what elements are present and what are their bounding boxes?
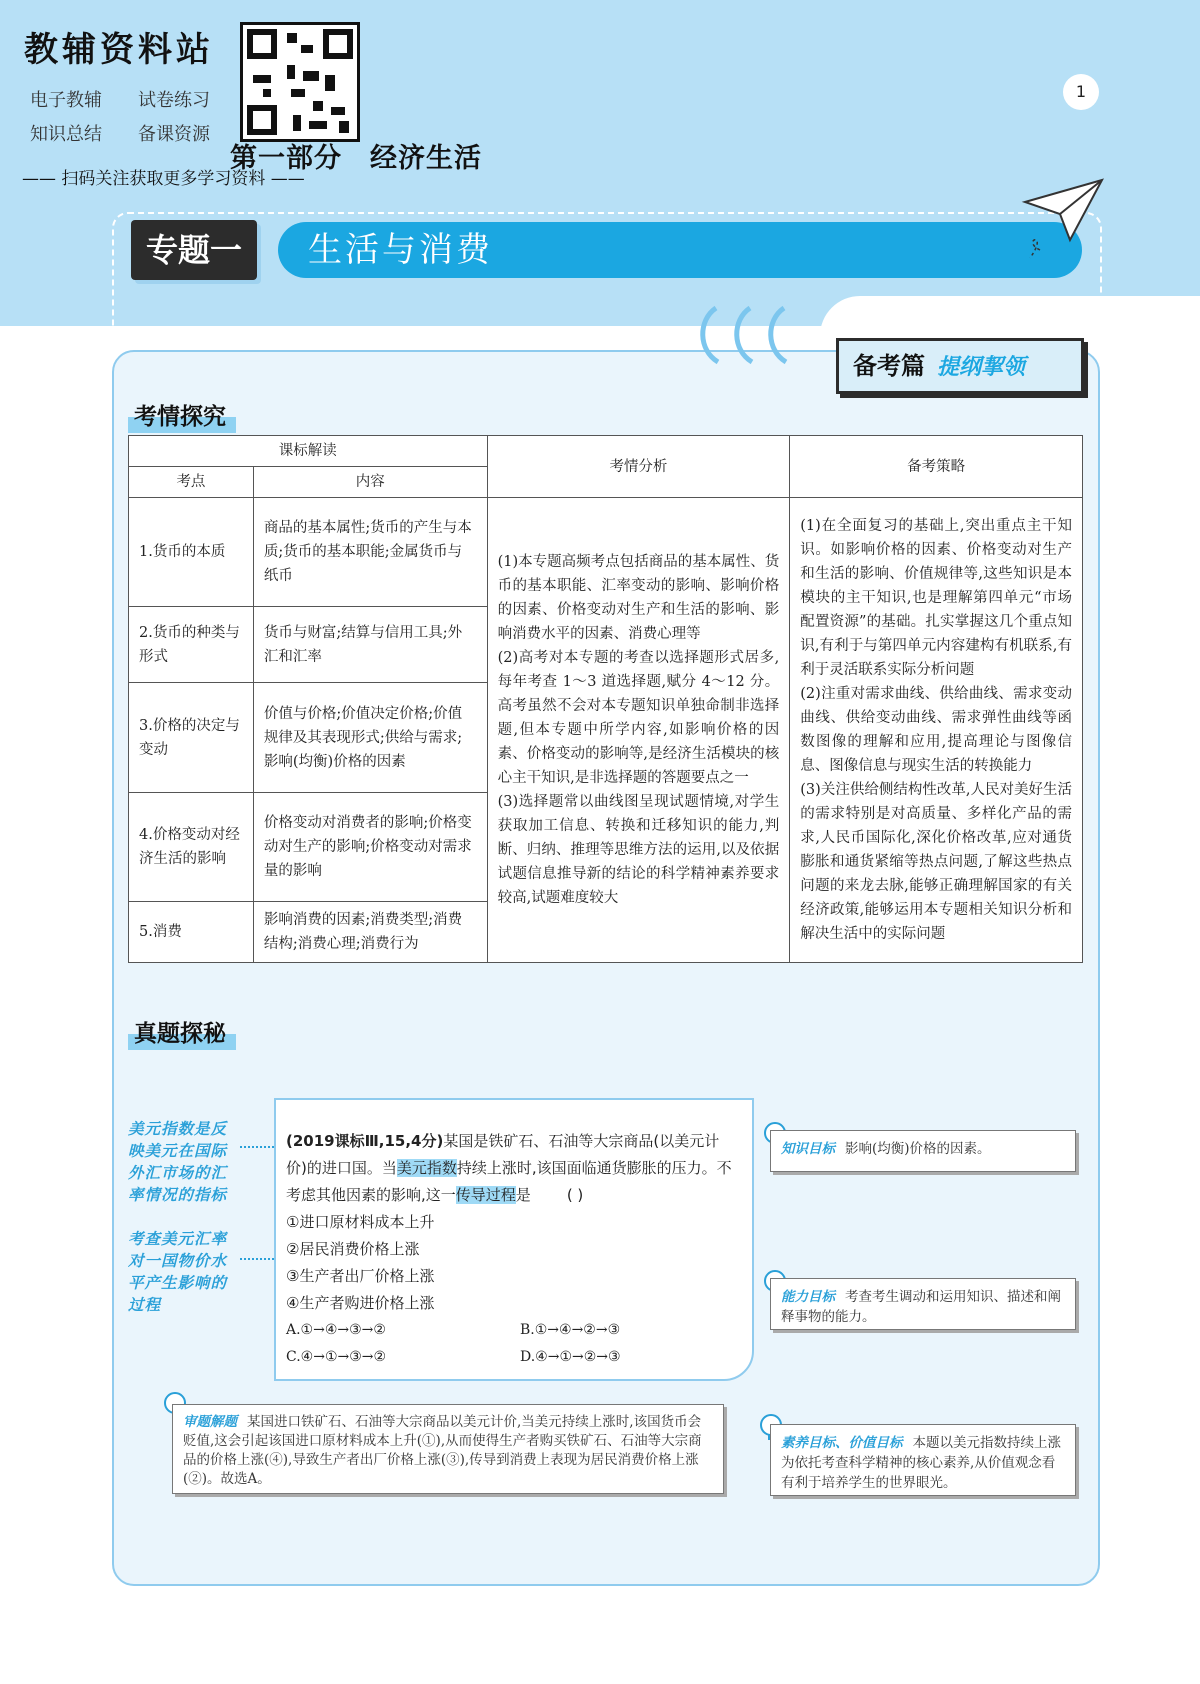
table-cell-point: 5.消费 bbox=[129, 902, 254, 963]
table-cell-content: 价格变动对消费者的影响;价格变动对生产的影响;价格变动对需求量的影响 bbox=[253, 793, 487, 902]
goal-text: 影响(均衡)价格的因素。 bbox=[845, 1141, 991, 1157]
goal-label: 素养目标、价值目标 bbox=[781, 1435, 903, 1451]
prep-tag bbox=[836, 338, 1084, 394]
header-content: 内容 bbox=[253, 467, 487, 498]
note-connector bbox=[240, 1146, 274, 1148]
exam-table bbox=[128, 435, 1083, 963]
scan-caption: —— 扫码关注获取更多学习资料 —— bbox=[22, 169, 305, 189]
binder-rings-icon bbox=[698, 300, 808, 380]
prep-script: 提纲挈领 bbox=[937, 354, 1026, 380]
stem-text: 是 bbox=[515, 1186, 531, 1204]
table-cell-content: 价值与价格;价值决定价格;价值规律及其表现形式;供给与需求;影响(均衡)价格的因素 bbox=[253, 683, 487, 793]
statement-item: ②居民消费价格上涨 bbox=[286, 1240, 420, 1258]
table-cell-content: 货币与财富;结算与信用工具;外汇和汇率 bbox=[253, 607, 487, 683]
page-number: 1 bbox=[1063, 74, 1099, 110]
answer-analysis bbox=[172, 1404, 724, 1494]
note-connector bbox=[240, 1258, 274, 1260]
answer-blank: ( ) bbox=[566, 1186, 584, 1204]
goal-literacy bbox=[770, 1424, 1076, 1496]
table-cell-point: 2.货币的种类与形式 bbox=[129, 607, 254, 683]
goal-ability bbox=[770, 1278, 1076, 1330]
side-note-dollar-index: 美元指数是反映美元在国际外汇市场的汇率情况的指标 bbox=[128, 1119, 228, 1204]
prep-label: 备考篇 bbox=[853, 352, 925, 380]
question-source: (2019课标Ⅲ,15,4分) bbox=[286, 1132, 444, 1150]
part-name: 经济生活 bbox=[370, 143, 482, 174]
question-stem bbox=[286, 1128, 740, 1209]
option-a[interactable]: A.①→④→③→② bbox=[286, 1322, 386, 1338]
brand-links bbox=[30, 86, 230, 146]
stem-text: 持续上涨时,该国面临通货膨胀的压力。不考虑其他因素的影响,这一 bbox=[286, 1159, 732, 1204]
analysis-cell: (1)本专题高频考点包括商品的基本属性、货币的基本职能、汇率变动的影响、影响价格的因素、价格变动对生产和生活的影响、影响消费水平的因素、消费心理等 (2)高考对本专题的考查以选择题形式居多,每年考查 1～3 道选择题,赋分 4～12 分。高考虽然不会对本专题知识单独命制非选择题,但本专题中所学内容,如影响价格的因素、价格变动的影响等,是经济生活模块的核心主干知识,是非选择题的答题要点之一 (3)选择题常以曲线图呈现试题情境,对学生获取加工信息、转换和迁移知识的能力,判断、归纳、推理等思维方法的运用,以及依据试题信息推导新的结论的科学精神素养要求较高,试题难度较大 bbox=[487, 498, 790, 963]
paper-plane-icon bbox=[1020, 170, 1110, 260]
analysis-text: 某国进口铁矿石、石油等大宗商品以美元计价,当美元持续上涨时,该国货币会贬值,这会引起该国进口原材料成本上升(①),从而使得生产者购买铁矿石、石油等大宗商品的价格上涨(④),导致生产者出厂价格上涨(③),传导到消费上表现为居民消费价格上涨(②)。故选A。 bbox=[183, 1414, 702, 1487]
side-note-process: 考查美元汇率对一国物价水平产生影响的过程 bbox=[128, 1229, 228, 1314]
link-lesson-resources[interactable]: 备课资源 bbox=[138, 124, 210, 145]
option-b[interactable]: B.①→④→②→③ bbox=[520, 1322, 621, 1338]
goal-knowledge bbox=[770, 1130, 1076, 1172]
table-cell-content: 商品的基本属性;货币的产生与本质;货币的基本职能;金属货币与纸币 bbox=[253, 498, 487, 607]
qr-code-icon[interactable] bbox=[240, 22, 360, 142]
part-title bbox=[230, 136, 482, 175]
link-ebook[interactable]: 电子教辅 bbox=[30, 90, 102, 111]
goal-label: 知识目标 bbox=[781, 1141, 835, 1157]
goal-text: 本题以美元指数持续上涨为依托考查科学精神的核心素养,从价值观念看有利于培养学生的世界眼光。 bbox=[781, 1435, 1061, 1491]
statement-item: ①进口原材料成本上升 bbox=[286, 1213, 435, 1231]
part-label: 第一部分 bbox=[230, 143, 342, 174]
analysis-label: 审题解题 bbox=[183, 1414, 237, 1430]
highlight-dollar-index: 美元指数 bbox=[396, 1159, 457, 1177]
header-strategy: 备考策略 bbox=[790, 436, 1083, 498]
table-cell-point: 1.货币的本质 bbox=[129, 498, 254, 607]
table-cell-point: 4.价格变动对经济生活的影响 bbox=[129, 793, 254, 902]
answer-options bbox=[286, 1317, 740, 1371]
topic-label: 专题一 bbox=[131, 220, 257, 280]
header-point: 考点 bbox=[129, 467, 254, 498]
topic-title: 生活与消费 bbox=[278, 222, 1082, 278]
goal-text: 考查考生调动和运用知识、描述和阐释事物的能力。 bbox=[781, 1289, 1061, 1325]
table-cell-content: 影响消费的因素;消费类型;消费结构;消费心理;消费行为 bbox=[253, 902, 487, 963]
statement-item: ③生产者出厂价格上涨 bbox=[286, 1267, 435, 1285]
brand-title: 教辅资料站 bbox=[24, 30, 214, 70]
goal-label: 能力目标 bbox=[781, 1289, 835, 1305]
option-d[interactable]: D.④→①→②→③ bbox=[520, 1349, 621, 1365]
header-curriculum: 课标解读 bbox=[129, 436, 488, 467]
statement-item: ④生产者购进价格上涨 bbox=[286, 1294, 435, 1312]
stem-text: 某国是铁矿石、石油等大宗商品(以美元计价)的进口国。当 bbox=[286, 1132, 720, 1177]
section-title-real: 真题探秘 bbox=[128, 1015, 236, 1050]
option-c[interactable]: C.④→①→③→② bbox=[286, 1349, 387, 1365]
strategy-cell: (1)在全面复习的基础上,突出重点主干知识。如影响价格的因素、价格变动对生产和生活的影响、价值规律等,这些知识是本模块的主干知识,也是理解第四单元“市场配置资源”的基础。扎实掌握这几个重点知识,有利于与第四单元内容建构有机联系,有利于灵活联系实际分析问题 (2)注重对需求曲线、供给曲线、需求变动曲线、供给变动曲线、需求弹性曲线等函数图像的理解和应用,提高理论与图像信息、图像信息与现实生活的转换能力 (3)关注供给侧结构性改革,人民对美好生活的需求特别是对高质量、多样化产品的需求,人民币国际化,深化价格改革,应对通货膨胀和通货紧缩等热点问题,了解这些热点问题的来龙去脉,能够正确理解国家的有关经济政策,能够运用本专题相关知识分析和解决生活中的实际问题 bbox=[790, 498, 1083, 963]
section-title-exam: 考情探究 bbox=[128, 398, 236, 433]
question-box bbox=[274, 1098, 754, 1381]
link-exam-practice[interactable]: 试卷练习 bbox=[138, 90, 210, 111]
highlight-transmission: 传导过程 bbox=[455, 1186, 516, 1204]
link-knowledge-summary[interactable]: 知识总结 bbox=[30, 124, 102, 145]
header-analysis: 考情分析 bbox=[487, 436, 790, 498]
table-cell-point: 3.价格的决定与变动 bbox=[129, 683, 254, 793]
